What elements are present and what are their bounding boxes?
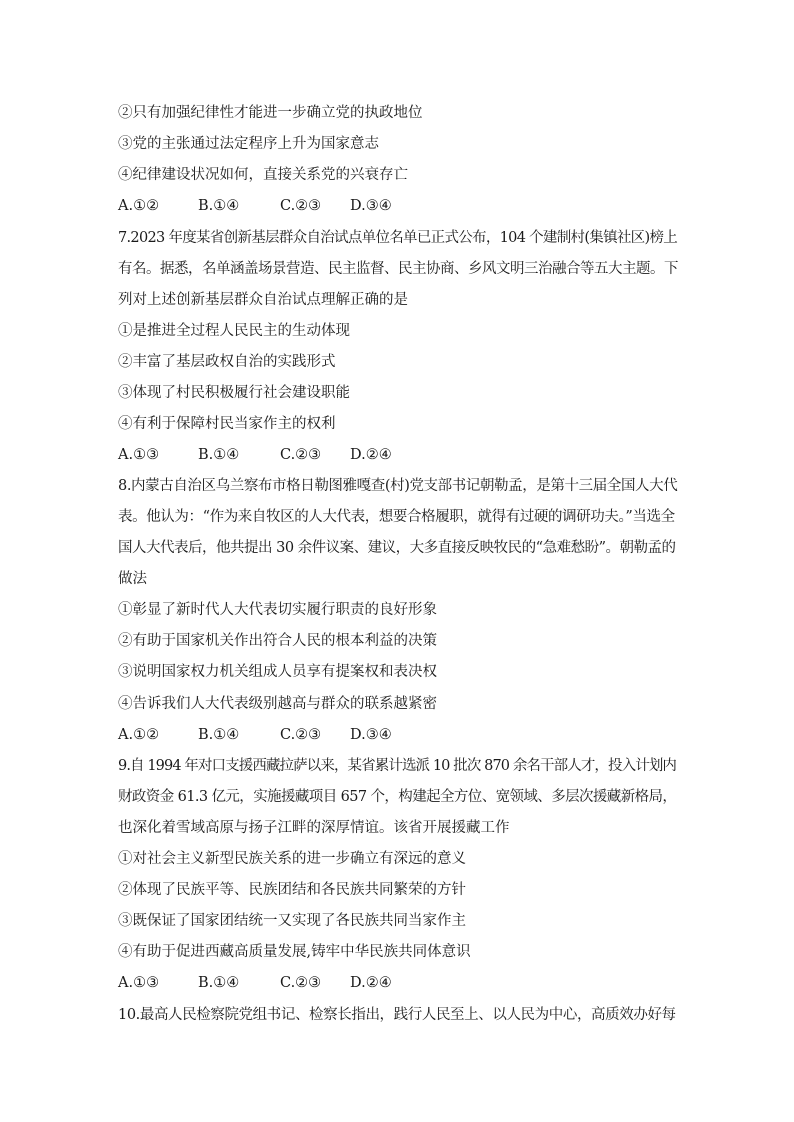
q9-option-d: D.②④ [350, 975, 392, 991]
q7-stem-line-1: 7.2023 年度某省创新基层群众自治试点单位名单已正式公布，104 个建制村(集镇社区)榜上 [118, 230, 678, 246]
q7-stem-line-2: 有名。据悉，名单涵盖场景营造、民主监督、民主协商、乡风文明三治融合等五大主题。下 [118, 261, 678, 277]
q8-option-a: A.①② [118, 727, 160, 743]
q8-stem-line-4: 做法 [118, 571, 147, 587]
q6-choice-3: ③党的主张通过法定程序上升为国家意志 [118, 136, 379, 152]
q8-choice-4: ④告诉我们人大代表级别越高与群众的联系越紧密 [118, 696, 437, 712]
q8-choice-2: ②有助于国家机关作出符合人民的根本利益的决策 [118, 633, 437, 649]
q6-option-d: D.③④ [350, 198, 392, 214]
q7-choice-2: ②丰富了基层政权自治的实践形式 [118, 354, 336, 370]
q7-option-b: B.①④ [198, 447, 240, 463]
q8-stem-line-3: 国人大代表后，他共提出 30 余件议案、建议，大多直接反映牧民的“急难愁盼”。朝勒孟的 [118, 540, 676, 556]
q9-choice-1: ①对社会主义新型民族关系的进一步确立有深远的意义 [118, 851, 466, 867]
q8-options [118, 725, 678, 745]
q6-option-c: C.②③ [280, 198, 322, 214]
q7-choice-1: ①是推进全过程人民民主的生动体现 [118, 323, 350, 339]
q6-option-b: B.①④ [198, 198, 240, 214]
q7-choice-4: ④有利于保障村民当家作主的权利 [118, 416, 336, 432]
q6-options [118, 196, 678, 216]
q8-choice-1: ①彰显了新时代人大代表切实履行职责的良好形象 [118, 602, 437, 618]
q9-option-c: C.②③ [280, 975, 322, 991]
q9-option-a: A.①③ [118, 975, 160, 991]
q8-stem-line-1: 8.内蒙古自治区乌兰察布市格日勒图雅嘎查(村)党支部书记朝勒孟，是第十三届全国人大代 [118, 478, 678, 494]
q6-choice-2: ②只有加强纪律性才能进一步确立党的执政地位 [118, 105, 423, 121]
q8-stem-line-2: 表。他认为：“作为来自牧区的人大代表，想要合格履职，就得有过硬的调研功夫。”当选全 [118, 509, 675, 525]
q9-option-b: B.①④ [198, 975, 240, 991]
q7-options [118, 445, 678, 465]
q8-option-d: D.③④ [350, 727, 392, 743]
q8-choice-3: ③说明国家权力机关组成人员享有提案权和表决权 [118, 664, 437, 680]
q9-options [118, 973, 678, 993]
q9-choice-2: ②体现了民族平等、民族团结和各民族共同繁荣的方针 [118, 882, 466, 898]
q6-choice-4: ④纪律建设状况如何，直接关系党的兴衰存亡 [118, 167, 408, 183]
q9-stem-line-2: 财政资金 61.3 亿元，实施援藏项目 657 个，构建起全方位、宽领域、多层次援藏新格局， [118, 789, 677, 805]
q9-stem-line-3: 也深化着雪域高原与扬子江畔的深厚情谊。该省开展援藏工作 [118, 820, 510, 836]
q7-stem-line-3: 列对上述创新基层群众自治试点理解正确的是 [118, 292, 408, 308]
q7-option-d: D.②④ [350, 447, 392, 463]
q9-choice-4: ④有助于促进西藏高质量发展,铸牢中华民族共同体意识 [118, 944, 471, 960]
q7-option-a: A.①③ [118, 447, 160, 463]
q8-option-c: C.②③ [280, 727, 322, 743]
q7-option-c: C.②③ [280, 447, 322, 463]
q9-choice-3: ③既保证了国家团结统一又实现了各民族共同当家作主 [118, 913, 466, 929]
q7-choice-3: ③体现了村民积极履行社会建设职能 [118, 385, 350, 401]
q10-stem-line-1: 10.最高人民检察院党组书记、检察长指出，践行人民至上、以人民为中心，高质效办好每 [118, 1007, 676, 1023]
q9-stem-line-1: 9.自 1994 年对口支援西藏拉萨以来，某省累计选派 10 批次 870 余名干部人才，投入计划内 [118, 758, 677, 774]
q8-option-b: B.①④ [198, 727, 240, 743]
q6-option-a: A.①② [118, 198, 160, 214]
